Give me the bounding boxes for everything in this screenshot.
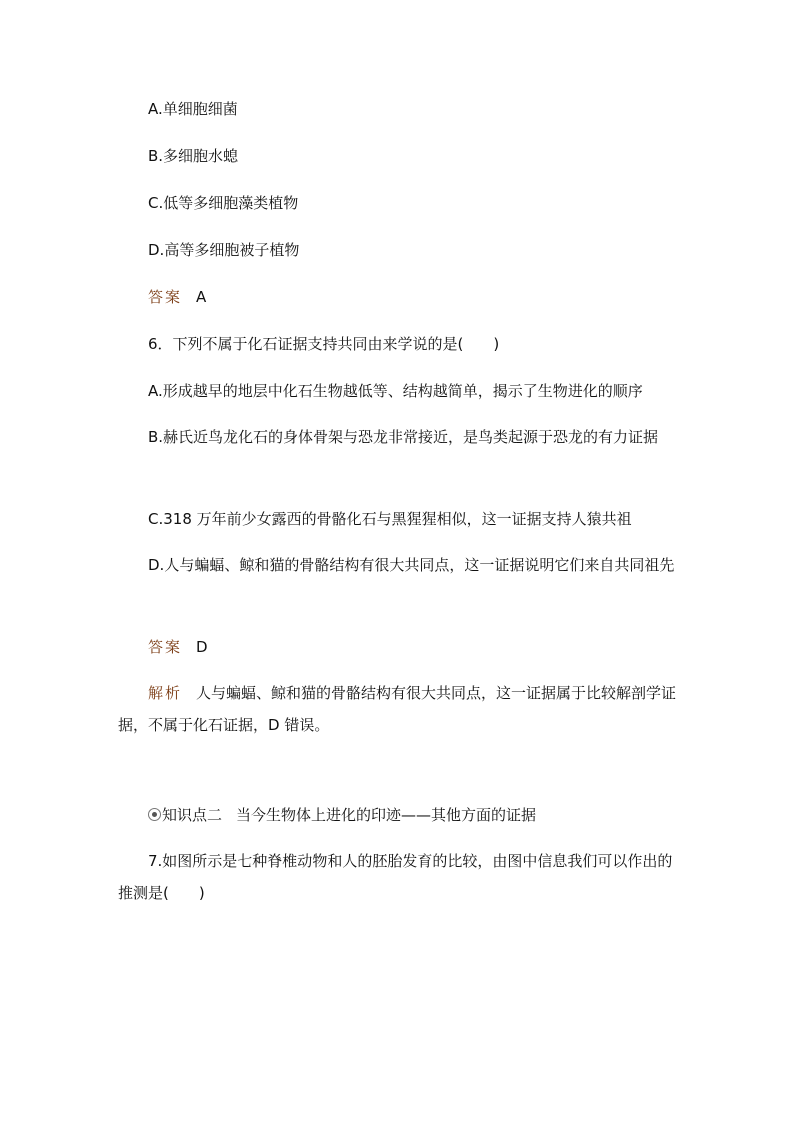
q5-option-a: A.单细胞细菌 <box>148 100 238 118</box>
q6-option-d: D.人与蝙蝠、鲸和猫的骨骼结构有很大共同点，这一证据说明它们来自共同祖先 <box>148 556 675 574</box>
q7-stem: 7.如图所示是七种脊椎动物和人的胚胎发育的比较，由图中信息我们可以作出的推测是( ) <box>118 852 673 902</box>
q6-option-b: B.赫氏近鸟龙化石的身体骨架与恐龙非常接近，是鸟类起源于恐龙的有力证据 <box>148 428 659 446</box>
radio-icon <box>148 808 161 821</box>
analysis-text: 人与蝙蝠、鲸和猫的骨骼结构有很大共同点，这一证据属于比较解剖学证据，不属于化石证据，D 错误。 <box>118 684 677 734</box>
q6-analysis <box>118 677 678 741</box>
q5-option-d: D.高等多细胞被子植物 <box>148 241 300 259</box>
q5-answer <box>148 287 206 307</box>
q6-stem: 6．下列不属于化石证据支持共同由来学说的是( ) <box>148 335 500 353</box>
knowledge-point-heading <box>148 805 536 825</box>
answer-value: D <box>196 638 208 656</box>
answer-value: A <box>196 288 207 306</box>
q5-option-b: B.多细胞水螅 <box>148 147 239 165</box>
q6-option-c: C.318 万年前少女露西的骨骼化石与黑猩猩相似，这一证据支持人猿共祖 <box>148 510 632 528</box>
q6-option-a: A.形成越早的地层中化石生物越低等、结构越简单，揭示了生物进化的顺序 <box>148 382 643 400</box>
answer-label: 答案 <box>148 638 183 656</box>
knowledge-point-title: 当今生物体上进化的印迹——其他方面的证据 <box>236 806 537 824</box>
q6-answer <box>148 637 208 657</box>
analysis-label: 解析 <box>148 684 183 702</box>
q5-option-c: C.低等多细胞藻类植物 <box>148 194 299 212</box>
knowledge-point-label: 知识点二 <box>162 806 223 824</box>
answer-label: 答案 <box>148 288 183 306</box>
